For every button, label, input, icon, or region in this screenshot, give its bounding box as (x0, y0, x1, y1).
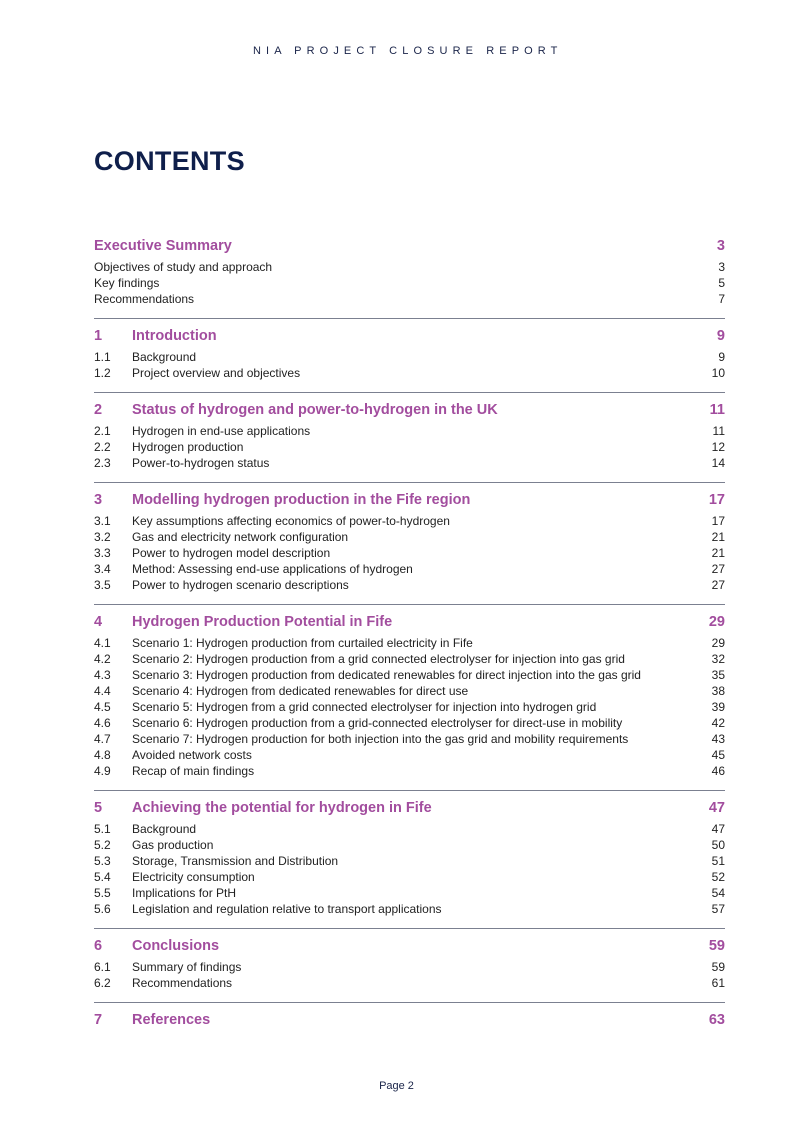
toc-entry[interactable] (94, 901, 725, 917)
entry-number: 6.2 (94, 976, 111, 990)
entry-page: 45 (711, 748, 725, 762)
section-title[interactable]: Achieving the potential for hydrogen in Fife (132, 800, 432, 816)
toc-section (94, 490, 725, 605)
toc-entry[interactable] (94, 529, 725, 545)
toc-entry[interactable] (94, 975, 725, 991)
section-page: 63 (708, 1012, 725, 1028)
entry-page: 21 (711, 530, 725, 544)
entry-number: 1.2 (94, 366, 111, 380)
section-number: 5 (94, 800, 103, 816)
entry-title[interactable]: Project overview and objectives (132, 366, 301, 380)
entry-number: 4.3 (94, 668, 111, 682)
toc-entry[interactable] (94, 869, 725, 885)
toc-entry[interactable] (94, 513, 725, 529)
toc-section (94, 236, 725, 319)
section-page: 29 (708, 614, 725, 630)
toc-entry[interactable] (94, 699, 725, 715)
section-title[interactable]: Introduction (132, 328, 217, 344)
section-number: 4 (94, 614, 103, 630)
entry-page: 12 (711, 440, 725, 454)
entry-number: 4.7 (94, 732, 111, 746)
entry-page: 17 (711, 514, 725, 528)
entry-title[interactable]: Background (132, 822, 197, 836)
entry-page: 35 (711, 668, 725, 682)
entry-title[interactable]: Scenario 5: Hydrogen from a grid connected electrolyser for injection into hydrogen grid (132, 700, 597, 714)
entry-title[interactable]: Scenario 3: Hydrogen production from dedicated renewables for direct injection into the gas grid (132, 668, 641, 682)
entry-title[interactable]: Hydrogen in end-use applications (132, 424, 311, 438)
entry-title[interactable]: Key findings (94, 276, 160, 290)
entry-number: 4.4 (94, 684, 111, 698)
entry-number: 3.2 (94, 530, 111, 544)
entry-title[interactable]: Scenario 2: Hydrogen production from a grid connected electrolyser for injection into gas grid (132, 652, 625, 666)
section-page: 47 (708, 800, 725, 816)
entry-page: 47 (711, 822, 725, 836)
entry-title[interactable]: Recommendations (132, 976, 233, 990)
entry-number: 5.4 (94, 870, 111, 884)
section-page: 17 (708, 492, 725, 508)
toc-entry[interactable] (94, 885, 725, 901)
page-title: CONTENTS (94, 146, 245, 176)
entry-title[interactable]: Summary of findings (132, 960, 242, 974)
section-page: 59 (708, 938, 725, 954)
entry-number: 5.2 (94, 838, 111, 852)
entry-number: 5.6 (94, 902, 111, 916)
toc-entry[interactable] (94, 683, 725, 699)
entry-number: 3.1 (94, 514, 111, 528)
entry-number: 2.2 (94, 440, 111, 454)
entry-page: 3 (718, 260, 725, 274)
entry-page: 7 (718, 292, 725, 306)
running-header: NIA PROJECT CLOSURE REPORT (253, 45, 563, 57)
toc-section-heading[interactable] (94, 236, 725, 256)
entry-page: 46 (711, 764, 725, 778)
entry-number: 5.5 (94, 886, 111, 900)
section-title[interactable]: Conclusions (132, 938, 220, 954)
entry-title[interactable]: Key assumptions affecting economics of power-to-hydrogen (132, 514, 450, 528)
toc-section (94, 936, 725, 1003)
entry-page: 14 (711, 456, 725, 470)
section-title[interactable]: Hydrogen Production Potential in Fife (132, 614, 393, 630)
toc-entry[interactable] (94, 455, 725, 471)
entry-number: 5.3 (94, 854, 111, 868)
toc-entry[interactable] (94, 715, 725, 731)
toc-section (94, 400, 725, 483)
entry-page: 11 (712, 424, 725, 438)
entry-number: 4.2 (94, 652, 111, 666)
entry-page: 42 (711, 716, 725, 730)
entry-number: 3.5 (94, 578, 111, 592)
toc-section-heading[interactable] (94, 612, 725, 632)
entry-title[interactable]: Power to hydrogen model description (132, 546, 331, 560)
entry-page: 57 (711, 902, 725, 916)
entry-page: 51 (711, 854, 725, 868)
entry-title[interactable]: Legislation and regulation relative to transport applications (132, 902, 442, 916)
entry-page: 5 (718, 276, 725, 290)
entry-number: 5.1 (94, 822, 111, 836)
entry-page: 54 (711, 886, 725, 900)
toc-entry[interactable] (94, 837, 725, 853)
entry-number: 1.1 (94, 350, 111, 364)
entry-title[interactable]: Power-to-hydrogen status (132, 456, 270, 470)
entry-page: 10 (711, 366, 725, 380)
entry-title[interactable]: Recommendations (94, 292, 195, 306)
toc-entry[interactable] (94, 259, 725, 275)
entry-title[interactable]: Power to hydrogen scenario descriptions (132, 578, 349, 592)
entry-page: 32 (711, 652, 725, 666)
toc-section-heading[interactable] (94, 326, 725, 346)
toc-entry[interactable] (94, 731, 725, 747)
entry-title[interactable]: Avoided network costs (132, 748, 252, 762)
page-number: Page 2 (379, 1080, 414, 1092)
entry-title[interactable]: Hydrogen production (132, 440, 244, 454)
entry-title[interactable]: Scenario 6: Hydrogen production from a grid-connected electrolyser for direct-use in mobility (132, 716, 623, 730)
entry-number: 4.1 (94, 636, 111, 650)
section-page: 11 (709, 402, 725, 418)
section-number: 7 (94, 1012, 103, 1028)
toc-entry[interactable] (94, 275, 725, 291)
entry-title[interactable]: Background (132, 350, 197, 364)
entry-title[interactable]: Scenario 4: Hydrogen from dedicated renewables for direct use (132, 684, 469, 698)
toc-entry[interactable] (94, 747, 725, 763)
entry-page: 27 (711, 562, 725, 576)
entry-page: 39 (711, 700, 725, 714)
toc-section (94, 1010, 725, 1044)
entry-number: 4.9 (94, 764, 111, 778)
entry-title[interactable]: Gas production (132, 838, 214, 852)
entry-title[interactable]: Storage, Transmission and Distribution (132, 854, 339, 868)
section-number: 2 (94, 402, 103, 418)
toc-entry[interactable] (94, 545, 725, 561)
toc-entry[interactable] (94, 349, 725, 365)
toc-section (94, 798, 725, 929)
section-title[interactable]: Modelling hydrogen production in the Fife region (132, 492, 471, 508)
toc-entry[interactable] (94, 959, 725, 975)
section-number: 6 (94, 938, 103, 954)
section-page: 9 (716, 328, 725, 344)
entry-title[interactable]: Electricity consumption (132, 870, 255, 884)
section-number: 3 (94, 492, 103, 508)
toc-section-heading[interactable] (94, 400, 725, 420)
table-of-contents (94, 236, 725, 1051)
entry-page: 59 (711, 960, 725, 974)
toc-entry[interactable] (94, 667, 725, 683)
section-number: 1 (94, 328, 103, 344)
section-title[interactable]: References (132, 1012, 211, 1028)
entry-number: 3.4 (94, 562, 111, 576)
entry-number: 4.8 (94, 748, 111, 762)
toc-section (94, 612, 725, 791)
entry-number: 4.6 (94, 716, 111, 730)
toc-entry[interactable] (94, 423, 725, 439)
entry-number: 6.1 (94, 960, 111, 974)
toc-section (94, 326, 725, 393)
toc-entry[interactable] (94, 821, 725, 837)
entry-page: 61 (711, 976, 725, 990)
entry-title[interactable]: Scenario 1: Hydrogen production from curtailed electricity in Fife (132, 636, 473, 650)
section-title[interactable]: Executive Summary (94, 238, 232, 254)
toc-entry[interactable] (94, 365, 725, 381)
entry-page: 29 (711, 636, 725, 650)
entry-page: 38 (711, 684, 725, 698)
toc-entry[interactable] (94, 651, 725, 667)
entry-number: 2.3 (94, 456, 111, 470)
entry-page: 43 (711, 732, 725, 746)
entry-number: 2.1 (94, 424, 111, 438)
toc-entry[interactable] (94, 561, 725, 577)
entry-title[interactable]: Objectives of study and approach (94, 260, 273, 274)
entry-title[interactable]: Method: Assessing end-use applications of hydrogen (132, 562, 413, 576)
entry-page: 21 (711, 546, 725, 560)
toc-entry[interactable] (94, 439, 725, 455)
toc-entry[interactable] (94, 763, 725, 779)
entry-page: 50 (711, 838, 725, 852)
toc-section-heading[interactable] (94, 798, 725, 818)
entry-number: 3.3 (94, 546, 111, 560)
toc-section-heading[interactable] (94, 936, 725, 956)
entry-page: 52 (711, 870, 725, 884)
toc-section-heading[interactable] (94, 490, 725, 510)
entry-page: 9 (718, 350, 725, 364)
toc-entry[interactable] (94, 635, 725, 651)
toc-section-heading[interactable] (94, 1010, 725, 1030)
entry-title[interactable]: Scenario 7: Hydrogen production for both injection into the gas grid and mobility requirements (132, 732, 629, 746)
entry-title[interactable]: Implications for PtH (132, 886, 237, 900)
entry-page: 27 (711, 578, 725, 592)
toc-entry[interactable] (94, 291, 725, 307)
section-title[interactable]: Status of hydrogen and power-to-hydrogen in the UK (132, 402, 498, 418)
toc-entry[interactable] (94, 853, 725, 869)
entry-title[interactable]: Recap of main findings (132, 764, 255, 778)
entry-number: 4.5 (94, 700, 111, 714)
toc-entry[interactable] (94, 577, 725, 593)
entry-title[interactable]: Gas and electricity network configuration (132, 530, 349, 544)
section-page: 3 (716, 238, 725, 254)
